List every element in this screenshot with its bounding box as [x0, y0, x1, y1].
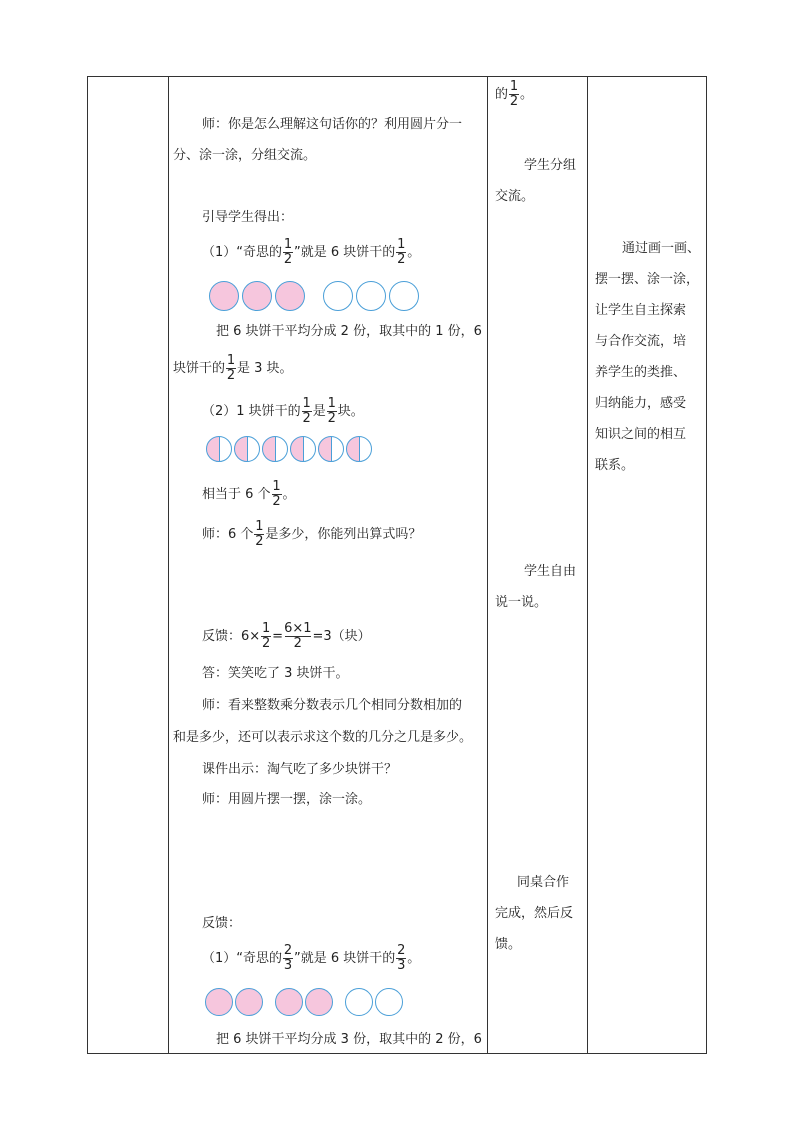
student-text: 学生分组 — [524, 158, 577, 173]
shaded-circle — [305, 988, 333, 1016]
circle-diagram-2 — [206, 436, 372, 462]
student-text: 完成，然后反 — [495, 906, 574, 921]
explain-text: 把 6 块饼干平均分成 3 份，取其中的 2 份，6 — [216, 1032, 482, 1047]
teacher-question: 师：6 个 $\frac{1}{2}$ 是多少，你能列出算式吗？ — [202, 519, 422, 549]
lesson-table — [87, 76, 707, 1054]
student-text: 同桌合作 — [517, 875, 570, 890]
shaded-circle — [275, 988, 303, 1016]
fraction-one-half: $\frac{1}{2}$ — [226, 353, 236, 383]
intent-line: 与合作交流，培 — [595, 334, 687, 349]
intent-line: 摆一摆、涂一涂， — [595, 272, 700, 287]
half-shaded-circle — [234, 436, 260, 462]
student-text: 馈。 — [495, 937, 522, 952]
item-2: （2）1 块饼干的 $\frac{1}{2}$ 是 $\frac{1}{2}$ 块。 — [202, 396, 364, 426]
column-divider — [168, 77, 169, 1053]
fraction-one-half: $\frac{1}{2}$ — [255, 519, 264, 549]
answer-text: 答：笑笑吃了 3 块饼干。 — [202, 666, 349, 681]
shaded-circle — [209, 281, 239, 311]
teacher-instruction: 师：用圆片摆一摆，涂一涂。 — [202, 792, 372, 807]
half-shaded-circle — [318, 436, 344, 462]
student-text: 交流。 — [495, 189, 535, 204]
explain-text: 把 6 块饼干平均分成 2 份，取其中的 1 份，6 — [216, 324, 482, 339]
courseware-text: 课件出示：淘气吃了多少块饼干？ — [202, 762, 398, 777]
item-1: （1）“奇思的 $\frac{1}{2}$ ”就是 6 块饼干的 $\frac{1}{2}$ 。 — [202, 237, 421, 267]
fraction-two-thirds: $\frac{2}{3}$ — [283, 943, 293, 973]
item-3: （1）“奇思的 $\frac{2}{3}$ ”就是 6 块饼干的 $\frac{2}{3}$ 。 — [202, 943, 421, 973]
explain-text: 块饼干的 $\frac{1}{2}$ 是 3 块。 — [173, 353, 293, 383]
column-divider — [587, 77, 588, 1053]
teacher-question: 分、涂一涂，分组交流。 — [173, 148, 317, 163]
empty-circle — [345, 988, 373, 1016]
feedback-label: 反馈： — [202, 916, 242, 931]
intent-line: 知识之间的相互 — [595, 427, 687, 442]
fraction-one-half: $\frac{1}{2}$ — [262, 621, 271, 651]
intent-line: 养学生的类推、 — [595, 365, 687, 380]
circle-diagram-1 — [209, 281, 419, 311]
circle-diagram-3 — [205, 988, 403, 1016]
empty-circle — [375, 988, 403, 1016]
shaded-circle — [205, 988, 233, 1016]
shaded-circle — [242, 281, 272, 311]
teacher-remark: 和是多少，还可以表示求这个数的几分之几是多少。 — [173, 730, 473, 745]
empty-circle — [389, 281, 419, 311]
fraction-product: $\frac{6\times 1}{2}$ — [284, 621, 312, 651]
fraction-two-thirds: $\frac{2}{3}$ — [397, 943, 406, 973]
student-top-line: 的 $\frac{1}{2}$ 。 — [495, 79, 534, 109]
teacher-remark: 师：看来整数乘分数表示几个相同分数相加的 — [202, 698, 463, 713]
fraction-one-half: $\frac{1}{2}$ — [302, 396, 311, 426]
guide-text: 引导学生得出： — [202, 210, 294, 225]
half-shaded-circle — [206, 436, 232, 462]
fraction-one-half: $\frac{1}{2}$ — [397, 237, 406, 267]
empty-circle — [356, 281, 386, 311]
teacher-question: 师：你是怎么理解这句话你的？利用圆片分一 — [202, 117, 463, 132]
shaded-circle — [235, 988, 263, 1016]
fraction-one-half: $\frac{1}{2}$ — [272, 479, 281, 509]
student-text: 说一说。 — [495, 595, 548, 610]
intent-line: 让学生自主探索 — [595, 303, 687, 318]
half-shaded-circle — [262, 436, 288, 462]
half-shaded-circle — [290, 436, 316, 462]
equivalent-text: 相当于 6 个 $\frac{1}{2}$ 。 — [202, 479, 296, 509]
fraction-one-half: $\frac{1}{2}$ — [509, 79, 519, 109]
feedback-equation: 反馈：6× $\frac{1}{2}$ = $\frac{6\times 1}{2}$ =3（块） — [202, 621, 371, 651]
empty-circle — [323, 281, 353, 311]
intent-line: 联系。 — [595, 458, 635, 473]
intent-line: 通过画一画、 — [622, 241, 701, 256]
shaded-circle — [275, 281, 305, 311]
student-text: 学生自由 — [524, 564, 577, 579]
fraction-one-half: $\frac{1}{2}$ — [283, 237, 293, 267]
intent-line: 归纳能力，感受 — [595, 396, 687, 411]
column-divider — [487, 77, 488, 1053]
half-shaded-circle — [346, 436, 372, 462]
fraction-one-half: $\frac{1}{2}$ — [327, 396, 336, 426]
